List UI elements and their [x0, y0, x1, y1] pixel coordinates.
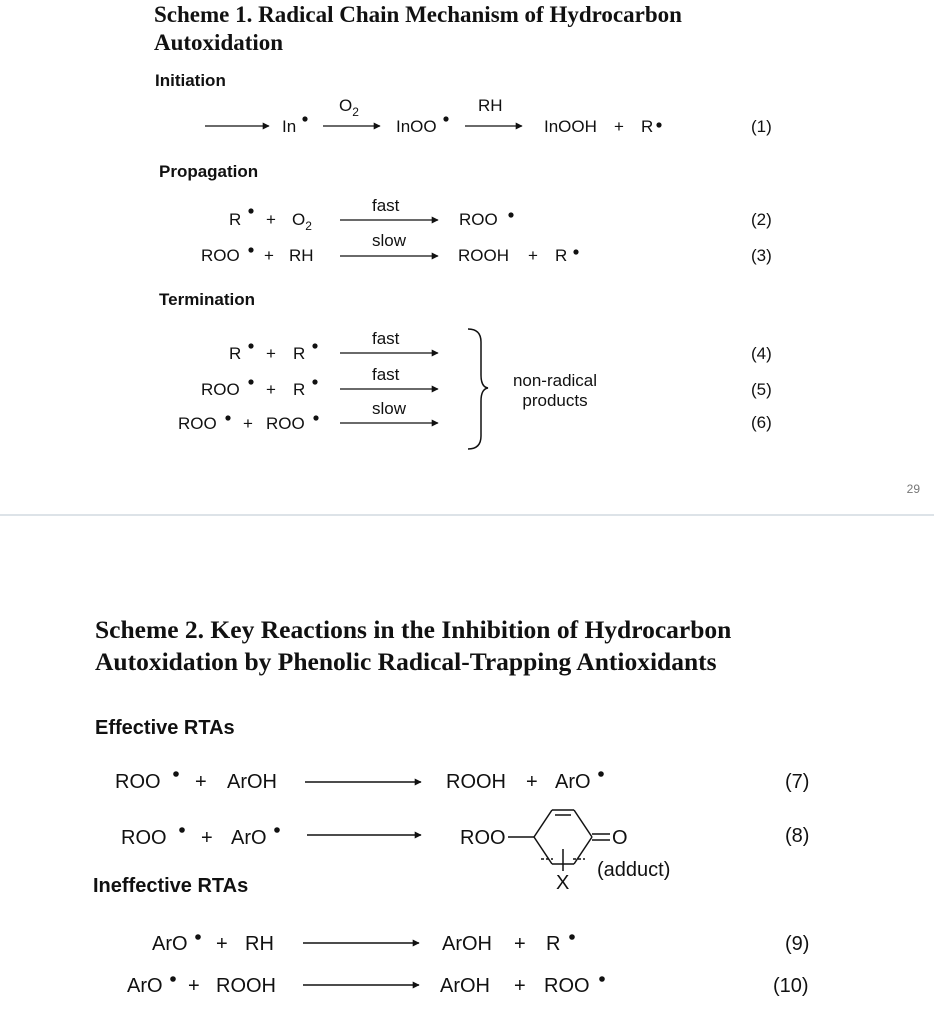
- oxygen-reagent: $O_2$: [339, 96, 359, 119]
- radical-dot: [170, 976, 176, 982]
- radical-dot: [225, 415, 230, 420]
- plus-sign: +: [243, 414, 253, 433]
- radical-dot: [598, 771, 604, 777]
- radical-dot: [248, 343, 253, 348]
- roo-radical: ROO: [178, 414, 217, 433]
- r-radical: R: [229, 210, 242, 229]
- rooh-reactant: ROOH: [216, 975, 276, 997]
- plus-sign: +: [614, 117, 624, 136]
- plus-sign: +: [526, 771, 538, 793]
- radical-dot: [274, 827, 280, 833]
- radical-dot: [248, 379, 253, 384]
- initiation-heading: Initiation: [155, 71, 226, 90]
- radical-dot: [569, 934, 575, 940]
- equation-number: (6): [751, 413, 772, 432]
- propagation-heading: Propagation: [159, 162, 259, 181]
- plus-sign: +: [266, 210, 276, 229]
- equation-number: (4): [751, 344, 772, 363]
- non-radical-label: non-radical: [512, 371, 598, 390]
- plus-sign: +: [528, 246, 538, 265]
- equation-number: (1): [751, 117, 772, 136]
- rh-reactant: RH: [245, 933, 274, 955]
- aro-radical: ArO: [127, 975, 163, 997]
- r-radical: R: [229, 344, 242, 363]
- aroh-reactant: ArOH: [227, 771, 277, 793]
- radical-dot: [312, 379, 317, 384]
- plus-sign: +: [201, 827, 213, 849]
- equation-number: (3): [751, 246, 772, 265]
- roo-radical: ROO: [459, 210, 498, 229]
- radical-dot: [173, 771, 179, 777]
- reaction-condition: fast: [372, 365, 400, 384]
- r-radical: R: [555, 246, 568, 265]
- plus-sign: +: [188, 975, 200, 997]
- reaction-condition: fast: [372, 329, 400, 348]
- equation-number: (10): [773, 975, 809, 997]
- r-radical: R: [293, 344, 306, 363]
- rooh-product: ROOH: [446, 771, 506, 793]
- rh-reactant: RH: [289, 246, 314, 265]
- radical-dot: [313, 415, 318, 420]
- radical-dot: [573, 249, 578, 254]
- adduct-oxygen: O: [612, 827, 628, 849]
- scheme-2-diagram: [0, 516, 934, 1024]
- adduct-structure: [508, 810, 610, 871]
- ineffective-rtas-heading: Ineffective RTAs: [93, 875, 249, 897]
- plus-sign: +: [216, 933, 228, 955]
- inoo-radical: InOO: [396, 117, 437, 136]
- roo-radical: ROO: [115, 771, 161, 793]
- reaction-condition: fast: [372, 196, 400, 215]
- roo-substituent: ROO: [460, 827, 506, 849]
- aro-radical: ArO: [231, 827, 267, 849]
- plus-sign: +: [195, 771, 207, 793]
- roo-radical: ROO: [121, 827, 167, 849]
- radical-dot: [443, 116, 448, 121]
- roo-radical: ROO: [201, 380, 240, 399]
- aro-radical: ArO: [152, 933, 188, 955]
- reaction-condition: slow: [372, 399, 407, 418]
- inooh-product: InOOH: [544, 117, 597, 136]
- reaction-condition: slow: [372, 231, 407, 250]
- rh-reagent: RH: [478, 96, 503, 115]
- plus-sign: +: [514, 975, 526, 997]
- radical-dot: [312, 343, 317, 348]
- plus-sign: +: [514, 933, 526, 955]
- products-label: products: [522, 391, 588, 410]
- initiator-radical: In: [282, 117, 297, 136]
- r-radical: R: [641, 117, 654, 136]
- equation-number: (9): [785, 933, 810, 955]
- roo-radical: ROO: [544, 975, 590, 997]
- adduct-label: (adduct): [597, 859, 671, 881]
- scheme-1-title: Scheme 1. Radical Chain Mechanism of Hydrocarbon Autoxidation: [154, 2, 682, 55]
- radical-dot: [248, 208, 253, 213]
- equation-number: (2): [751, 210, 772, 229]
- effective-rtas-heading: Effective RTAs: [95, 717, 235, 739]
- page-number: 29: [906, 482, 920, 496]
- equation-number: (7): [785, 771, 810, 793]
- oxygen-reactant: $O_2$: [292, 210, 312, 233]
- roo-radical: ROO: [266, 414, 305, 433]
- r-radical: R: [546, 933, 561, 955]
- roo-radical: ROO: [201, 246, 240, 265]
- scheme-2-page: [0, 516, 934, 1024]
- plus-sign: +: [264, 246, 274, 265]
- adduct-substituent-x: X: [556, 872, 570, 894]
- scheme-2-title: Scheme 2. Key Reactions in the Inhibition of Hydrocarbon Autoxidation by Phenolic Radical-Trapping Antioxidants: [95, 615, 732, 676]
- radical-dot: [248, 247, 253, 252]
- radical-dot: [508, 212, 513, 217]
- r-radical: R: [293, 380, 306, 399]
- radical-dot: [302, 116, 307, 121]
- equation-number: (8): [785, 825, 810, 847]
- termination-brace: [468, 329, 488, 449]
- radical-dot: [599, 976, 605, 982]
- aroh-product: ArOH: [442, 933, 492, 955]
- plus-sign: +: [266, 380, 276, 399]
- aroh-product: ArOH: [440, 975, 490, 997]
- equation-number: (5): [751, 380, 772, 399]
- aro-radical: ArO: [555, 771, 591, 793]
- radical-dot: [195, 934, 201, 940]
- radical-dot: [179, 827, 185, 833]
- termination-heading: Termination: [159, 290, 256, 309]
- radical-dot: [656, 122, 661, 127]
- plus-sign: +: [266, 344, 276, 363]
- rooh-product: ROOH: [458, 246, 509, 265]
